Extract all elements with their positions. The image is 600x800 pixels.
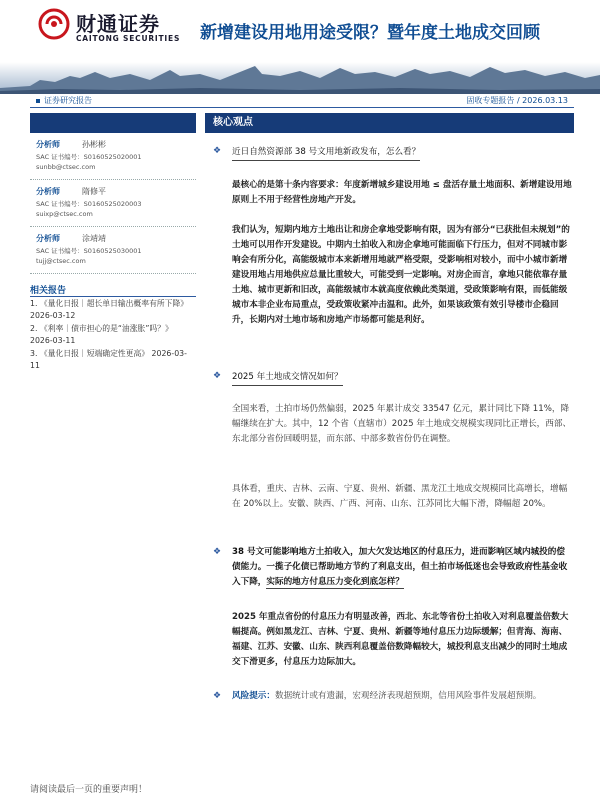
report-title: 新增建设用地用途受限？暨年度土地成交回顾: [200, 23, 540, 43]
analyst-sac: SAC 证书编号：S0160525020001: [36, 153, 142, 161]
diamond-bullet-icon: ❖: [213, 691, 222, 701]
report-type: 证券研究报告: [36, 95, 92, 106]
analyst-sac: SAC 证书编号：S0160525030001: [36, 247, 142, 255]
sidebar-header-bar: [30, 113, 196, 133]
question-3-text: 38 号文可能影响地方土拍收入，加大欠发达地区的付息压力，进而影响区域内城投的偿债能力。一揽子化债已帮助地方节约了利息支出，但土拍市场低迷也会导致政府性基金收入下降，实际的地方付息压力变化到底怎样？: [232, 547, 568, 587]
analyst-name: 孙彬彬: [82, 140, 106, 149]
logo-chinese: 财通证券: [76, 12, 160, 36]
related-reports-title: 相关报告: [30, 283, 196, 297]
question-text: 近日自然资源部 38 号文用地新政发布，怎么看？: [232, 145, 420, 161]
sidebar: [30, 113, 196, 372]
report-header: [0, 0, 600, 62]
interest-pressure-paragraph: 2025 年重点省份的付息压力有明显改善，西北、东北等省份土拍收入对利息覆盖倍数大幅提高。例如黑龙江、吉林、宁夏、贵州、新疆等地付息压力边际缓解；但青海、海南、福建、江苏、安徽、山东、陕西利息覆盖倍数降幅较大，城投利息支出减少的同时土地成交下滑更多，付息压力边际加大。: [232, 612, 569, 667]
related-report-link[interactable]: 3. 《量化日报｜短端确定性更高》 2026-03-11: [30, 349, 187, 370]
question-text: 2025 年土地成交情况如何？: [232, 370, 343, 386]
analyst-card: 分析师 隋修平 SAC 证书编号：S0160525020003 suixp@ctsec.com: [30, 180, 196, 227]
logo-english: CAITONG SECURITIES: [76, 34, 181, 43]
disclaimer-footer: 请阅读最后一页的重要声明！: [30, 785, 148, 795]
diamond-bullet-icon: ❖: [213, 547, 222, 557]
logo-mark-icon: [38, 8, 70, 40]
analyst-card: 分析师 孙彬彬 SAC 证书编号：S0160525020001 sunbb@ctsec.com: [30, 133, 196, 180]
land-market-paragraph: 全国来看，土拍市场仍然偏弱，2025 年累计成交 33547 亿元，累计同比下降 11%，降幅继续在扩大。其中，12 个省（直辖市）2025 年土地成交规模实现同比正增长，西部、东北部分省份回暖明显，而东部、中部多数省份仍在调整。: [232, 404, 572, 444]
main-content: [205, 113, 574, 133]
analyst-sac: SAC 证书编号：S0160525020003: [36, 200, 142, 208]
related-report-link[interactable]: 2. 《利率｜债市担心的是“油涨胀”吗？》 2026-03-11: [30, 324, 173, 345]
core-view-heading: 核心观点: [205, 113, 574, 133]
analyst-email[interactable]: tujj@ctsec.com: [36, 257, 86, 265]
meta-row: [30, 94, 574, 108]
skyline-banner: [0, 62, 600, 94]
analyst-email[interactable]: sunbb@ctsec.com: [36, 163, 96, 171]
company-logo: [38, 6, 188, 48]
key-point-paragraph: 最核心的是第十条内容要求：年度新增城乡建设用地 ≤ 盘活存量土地面积、新增建设用地原则上不用于经营性房地产开发。: [232, 180, 572, 205]
analyst-name: 隋修平: [82, 187, 106, 196]
province-detail-paragraph: 具体看，重庆、吉林、云南、宁夏、贵州、新疆、黑龙江土地成交规模同比高增长，增幅在 20%以上。安徽、陕西、广西、河南、山东、江苏同比大幅下滑，降幅超 20%。: [232, 484, 568, 509]
analyst-email[interactable]: suixp@ctsec.com: [36, 210, 93, 218]
report-date: 固收专题报告 / 2026.03.13: [466, 96, 568, 105]
related-report-link[interactable]: 1. 《量化日报｜超长单日输出概率有所下降》 2026-03-12: [30, 299, 189, 320]
analysis-paragraph: 我们认为，短期内地方土地出让和房企拿地受影响有限，因为有部分“已获批但未规划”的土地可以用作开发建设。中期内土拍收入和房企拿地可能面临下行压力，但对不同城市影响会有所分化，高能级城市本来新增用地就严格受限，受影响相对较小，而中小城市新增建设用地占用地供应总量比重较大，可能受到一定影响。对房企而言，拿地只能依靠存量土地、城市更新和旧改，高能级城市本就高度依赖此类渠道，受政策影响有限，而低能级城市本非企业布局重点，受政策收紧冲击温和。此外，如果该政策有效引导楼市企稳回升，长期内对土地市场和房地产市场都可能是利好。: [232, 225, 570, 325]
diamond-bullet-icon: ❖: [213, 146, 222, 156]
analyst-name: 涂靖靖: [82, 234, 106, 243]
diamond-bullet-icon: ❖: [213, 371, 222, 381]
risk-warning: 风险提示：数据统计或有遗漏，宏观经济表现超预期，信用风险事件发展超预期。: [232, 691, 542, 701]
analyst-card: 分析师 涂靖靖 SAC 证书编号：S0160525030001 tujj@ctsec.com: [30, 227, 196, 274]
